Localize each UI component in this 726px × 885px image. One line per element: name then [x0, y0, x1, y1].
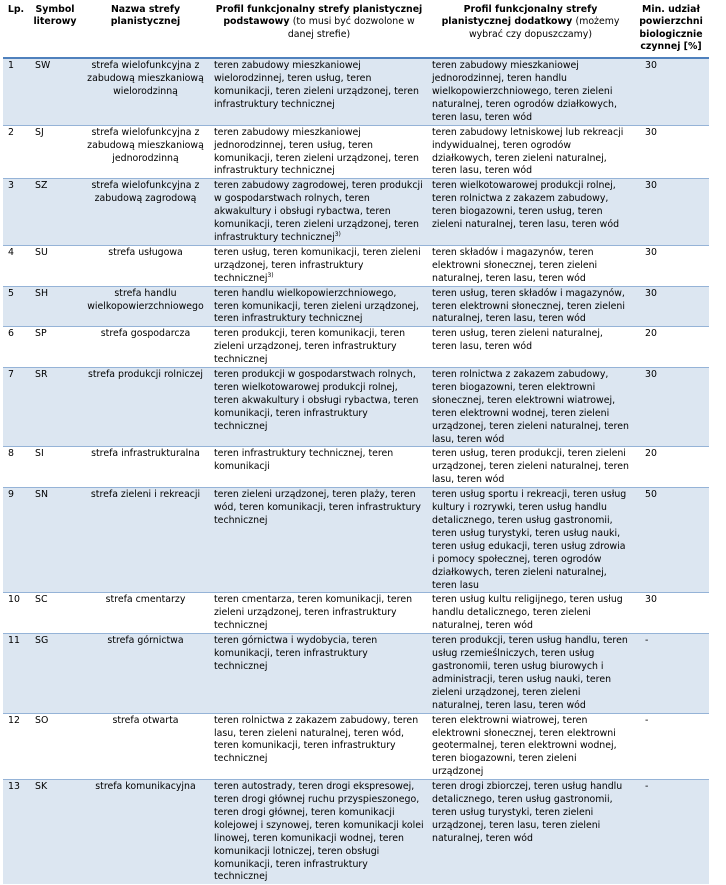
extra-profile-text: teren produkcji, teren usług handlu, teren usług rzemieślniczych, teren usług gastronomii, teren usług biurowych i administracji, teren usług nauki, teren zieleni urządzonej, teren zieleni naturalnej, teren lasu, teren wód	[432, 635, 628, 711]
row-number-text: 1	[8, 60, 14, 72]
header-lp: Lp.	[3, 0, 29, 58]
zone-symbol	[29, 634, 81, 713]
row-number	[3, 447, 29, 488]
basic-profile-text: teren zabudowy zagrodowej, teren produkcji w gospodarstwach rolnych, teren akwakultury i obsługi rybactwa, teren komunikacji, teren zieleni urządzonej, teren infrastruktury technicznej	[214, 180, 423, 243]
min-bio-share-text: 30	[645, 246, 657, 258]
basic-profile-text: teren rolnictwa z zakazem zabudowy, teren lasu, teren zieleni naturalnej, teren wód, teren komunikacji, teren infrastruktury technicznej	[214, 714, 419, 765]
header-basic-note: (to musi być dozwolone w danej strefie)	[287, 16, 415, 40]
zone-symbol	[29, 447, 81, 488]
extra-profile-text: teren usług, teren składów i magazynów, teren elektrowni słonecznej, teren zieleni naturalnej, teren lasu, teren wód	[432, 287, 625, 325]
zone-name	[81, 634, 210, 713]
basic-profile	[210, 179, 428, 246]
basic-profile-text: teren zabudowy mieszkaniowej wielorodzinnej, teren usług, teren komunikacji, teren zieleni urządzonej, teren infrastruktury technicznej	[214, 60, 419, 110]
row-number	[3, 125, 29, 179]
extra-profile-text: teren drogi zbiorczej, teren usług handlu detalicznego, teren usług gastronomii, teren usług turystyki, teren zieleni urządzonej, teren lasu, teren zieleni naturalnej, teren wód	[432, 781, 623, 844]
extra-profile	[428, 447, 633, 488]
row-number	[3, 634, 29, 713]
row-number-text: 13	[8, 781, 20, 793]
row-number-text: 12	[8, 714, 20, 726]
row-number	[3, 245, 29, 286]
min-bio-share-text: 30	[645, 287, 657, 299]
zone-name	[81, 780, 210, 885]
header-basic-title: Profil funkcjonalny strefy planistycznej podstawowy	[215, 4, 423, 28]
basic-profile	[210, 125, 428, 179]
min-bio-share	[633, 58, 709, 125]
basic-profile-text: teren handlu wielkopowierzchniowego, teren komunikacji, teren zieleni urządzonej, teren infrastruktury technicznej	[214, 287, 419, 325]
header-extra-title: Profil funkcjonalny strefy planistycznej dodatkowy	[441, 4, 598, 28]
extra-profile	[428, 58, 633, 125]
min-bio-share-text: 20	[645, 328, 657, 340]
min-bio-share-text: 20	[645, 448, 657, 460]
row-number-text: 6	[8, 328, 14, 340]
header-min-bio: Min. udział powierzchni biologicznie czynnej [%]	[633, 0, 709, 58]
table-header-row	[3, 0, 709, 58]
zone-name	[81, 713, 210, 780]
row-number-text: 3	[8, 180, 14, 192]
extra-profile-text: teren zabudowy letniskowej lub rekreacji indywidualnej, teren ogrodów działkowych, teren zieleni naturalnej, teren lasu, teren wód	[432, 126, 624, 177]
table-row	[3, 327, 709, 368]
basic-profile	[210, 58, 428, 125]
row-number-text: 4	[8, 246, 14, 258]
row-number	[3, 713, 29, 780]
basic-profile	[210, 368, 428, 447]
zone-symbol-text: SR	[35, 369, 48, 381]
extra-profile	[428, 286, 633, 327]
extra-profile	[428, 488, 633, 593]
min-bio-share	[633, 634, 709, 713]
row-number-text: 10	[8, 594, 20, 606]
zone-name	[81, 58, 210, 125]
row-number-text: 8	[8, 448, 14, 460]
min-bio-share	[633, 245, 709, 286]
row-number-text: 2	[8, 126, 14, 138]
zone-symbol-text: SK	[35, 781, 48, 793]
basic-profile	[210, 488, 428, 593]
extra-profile-text: teren usług sportu i rekreacji, teren usług kultury i rozrywki, teren usług handlu detalicznego, teren usług gastronomii, teren usług turystyki, teren usług nauki, teren usług edukacji, teren usług zdrowia i pomocy społecznej, teren ogrodów działkowych, teren zieleni naturalnej, teren lasu	[432, 489, 627, 591]
zone-name-text: strefa komunikacyjna	[95, 781, 196, 793]
extra-profile	[428, 245, 633, 286]
zone-symbol-text: SZ	[35, 180, 48, 192]
zone-symbol	[29, 58, 81, 125]
basic-profile-text: teren produkcji, teren komunikacji, teren zieleni urządzonej, teren infrastruktury technicznej	[214, 328, 406, 366]
zone-symbol	[29, 368, 81, 447]
extra-profile	[428, 125, 633, 179]
table-row	[3, 488, 709, 593]
zone-symbol	[29, 179, 81, 246]
zone-symbol	[29, 593, 81, 634]
zone-symbol-text: SP	[35, 328, 47, 340]
table-row	[3, 179, 709, 246]
header-extra-note: (możemy wybrać czy dopuszczamy)	[468, 16, 620, 40]
zone-symbol	[29, 327, 81, 368]
min-bio-share	[633, 593, 709, 634]
row-number-text: 11	[8, 635, 20, 647]
extra-profile-text: teren rolnictwa z zakazem zabudowy, teren biogazowni, teren elektrowni słonecznej, teren elektrowni wiatrowej, teren elektrowni wodnej, teren zieleni urządzonej, teren zieleni naturalnej, teren lasu, teren wód	[432, 369, 629, 445]
min-bio-share	[633, 488, 709, 593]
row-number-text: 9	[8, 489, 14, 501]
min-bio-share	[633, 713, 709, 780]
extra-profile	[428, 780, 633, 885]
zone-symbol	[29, 125, 81, 179]
basic-profile-text: teren produkcji w gospodarstwach rolnych, teren wielkotowarowej produkcji rolnej, teren akwakultury i obsługi rybactwa, teren komunikacji, teren infrastruktury technicznej	[214, 369, 419, 432]
zone-name-text: strefa infrastrukturalna	[91, 448, 200, 460]
table-row	[3, 368, 709, 447]
zone-symbol	[29, 245, 81, 286]
extra-profile	[428, 713, 633, 780]
extra-profile	[428, 179, 633, 246]
min-bio-share-text: -	[645, 635, 649, 647]
zone-symbol-text: SH	[35, 287, 49, 299]
zone-symbol-text: SW	[35, 60, 51, 72]
row-number	[3, 327, 29, 368]
min-bio-share	[633, 327, 709, 368]
zone-name-text: strefa otwarta	[112, 714, 179, 726]
zone-symbol	[29, 286, 81, 327]
min-bio-share-text: 30	[645, 594, 657, 606]
extra-profile-text: teren wielkotowarowej produkcji rolnej, teren rolnictwa z zakazem zabudowy, teren biogazowni, teren usług, teren zieleni naturalnej, teren lasu, teren wód	[432, 180, 620, 231]
table-row	[3, 634, 709, 713]
min-bio-share-text: 30	[645, 126, 657, 138]
zone-name-text: strefa górnictwa	[107, 635, 184, 647]
zone-symbol-text: SU	[35, 246, 48, 258]
zone-name	[81, 286, 210, 327]
row-number	[3, 58, 29, 125]
basic-profile	[210, 780, 428, 885]
zone-symbol-text: SN	[35, 489, 48, 501]
extra-profile-text: teren zabudowy mieszkaniowej jednorodzinnej, teren handlu wielkopowierzchniowego, teren zieleni naturalnej, teren ogrodów działkowych, teren lasu, teren wód	[432, 60, 617, 123]
basic-profile	[210, 245, 428, 286]
table-row	[3, 780, 709, 885]
table-row	[3, 713, 709, 780]
basic-profile	[210, 447, 428, 488]
row-number	[3, 179, 29, 246]
basic-profile-text: teren zieleni urządzonej, teren plaży, teren wód, teren komunikacji, teren infrastruktury technicznej	[214, 489, 421, 526]
zone-symbol	[29, 780, 81, 885]
table-row	[3, 447, 709, 488]
zone-name	[81, 488, 210, 593]
zone-symbol-text: SJ	[35, 126, 44, 138]
row-number	[3, 368, 29, 447]
zone-name-text: strefa zieleni i rekreacji	[90, 489, 201, 501]
zone-symbol-text: SO	[35, 714, 49, 726]
table-row	[3, 58, 709, 125]
row-number	[3, 488, 29, 593]
header-extra-profile	[428, 0, 633, 58]
zone-symbol	[29, 488, 81, 593]
basic-profile	[210, 593, 428, 634]
zone-name-text: strefa gospodarcza	[100, 328, 191, 340]
min-bio-share	[633, 447, 709, 488]
row-number-text: 5	[8, 287, 14, 299]
header-symbol: Symbol literowy	[29, 0, 81, 58]
table-row	[3, 593, 709, 634]
basic-profile	[210, 713, 428, 780]
zone-name	[81, 245, 210, 286]
min-bio-share	[633, 286, 709, 327]
table-row	[3, 125, 709, 179]
extra-profile-text: teren usług kultu religijnego, teren usług handlu detalicznego, teren zieleni naturalnej, teren wód	[432, 594, 623, 632]
extra-profile-text: teren usług, teren zieleni naturalnej, teren lasu, teren wód	[432, 328, 603, 353]
zone-name	[81, 125, 210, 179]
zone-name-text: strefa wielofunkcyjna z zabudową mieszkaniową wielorodzinną	[87, 60, 204, 97]
row-number	[3, 286, 29, 327]
basic-profile-text: teren infrastruktury technicznej, teren komunikacji	[214, 448, 394, 473]
basic-profile	[210, 286, 428, 327]
row-number	[3, 780, 29, 885]
min-bio-share-text: -	[645, 781, 649, 793]
zone-symbol-text: SC	[35, 594, 48, 606]
min-bio-share-text: -	[645, 714, 649, 726]
zone-name	[81, 593, 210, 634]
zone-symbol-text: SI	[35, 448, 44, 460]
zoning-table	[3, 0, 709, 884]
zone-name	[81, 179, 210, 246]
zone-name	[81, 368, 210, 447]
header-basic-profile	[210, 0, 428, 58]
row-number	[3, 593, 29, 634]
min-bio-share	[633, 368, 709, 447]
extra-profile-text: teren składów i magazynów, teren elektrowni słonecznej, teren zieleni naturalnej, teren lasu, teren wód	[432, 246, 598, 284]
zone-name	[81, 327, 210, 368]
min-bio-share-text: 30	[645, 369, 657, 381]
basic-profile-text: teren zabudowy mieszkaniowej jednorodzinnej, teren usług, teren komunikacji, teren zieleni urządzonej, teren infrastruktury technicznej	[214, 126, 419, 177]
zone-name	[81, 447, 210, 488]
row-number-text: 7	[8, 369, 14, 381]
zone-name-text: strefa usługowa	[108, 246, 183, 258]
zone-symbol	[29, 713, 81, 780]
min-bio-share-text: 50	[645, 489, 657, 501]
extra-profile	[428, 593, 633, 634]
header-name: Nazwa strefy planistycznej	[81, 0, 210, 58]
min-bio-share	[633, 780, 709, 885]
min-bio-share-text: 30	[645, 60, 657, 72]
zone-name-text: strefa wielofunkcyjna z zabudową mieszkaniową jednorodzinną	[87, 126, 204, 164]
zone-name-text: strefa produkcji rolniczej	[88, 369, 203, 381]
zone-name-text: strefa wielofunkcyjna z zabudową zagrodową	[91, 180, 200, 205]
zone-symbol-text: SG	[35, 635, 49, 647]
extra-profile-text: teren elektrowni wiatrowej, teren elektrowni słonecznej, teren elektrowni geotermalnej, teren elektrowni wodnej, teren biogazowni, teren zieleni urządzonej	[432, 714, 617, 778]
basic-profile-text: teren autostrady, teren drogi ekspresowej, teren drogi głównej ruchu przyspieszonego, teren drogi głównej, teren komunikacji kolejowej i szynowej, teren komunikacji kolei linowej, teren komunikacji wodnej, teren komunikacji lotniczej, teren obsługi komunikacji, teren infrastruktury technicznej	[214, 781, 424, 883]
basic-profile	[210, 634, 428, 713]
footnote-marker: 3)	[267, 271, 274, 279]
basic-profile-text: teren usług, teren komunikacji, teren zieleni urządzonej, teren infrastruktury technicznej	[214, 246, 421, 284]
min-bio-share	[633, 179, 709, 246]
basic-profile	[210, 327, 428, 368]
zone-name-text: strefa handlu wielkopowierzchniowego	[87, 287, 204, 312]
extra-profile	[428, 327, 633, 368]
extra-profile	[428, 634, 633, 713]
extra-profile	[428, 368, 633, 447]
table-row	[3, 245, 709, 286]
basic-profile-text: teren górnictwa i wydobycia, teren komunikacji, teren infrastruktury technicznej	[214, 635, 378, 672]
min-bio-share	[633, 125, 709, 179]
zone-name-text: strefa cmentarzy	[105, 594, 186, 606]
table-row	[3, 286, 709, 327]
extra-profile-text: teren usług, teren produkcji, teren zieleni urządzonej, teren zieleni naturalnej, teren lasu, teren wód	[432, 448, 629, 486]
min-bio-share-text: 30	[645, 180, 657, 192]
footnote-marker: 3)	[334, 230, 341, 238]
basic-profile-text: teren cmentarza, teren komunikacji, teren zieleni urządzonej, teren infrastruktury technicznej	[214, 594, 413, 632]
